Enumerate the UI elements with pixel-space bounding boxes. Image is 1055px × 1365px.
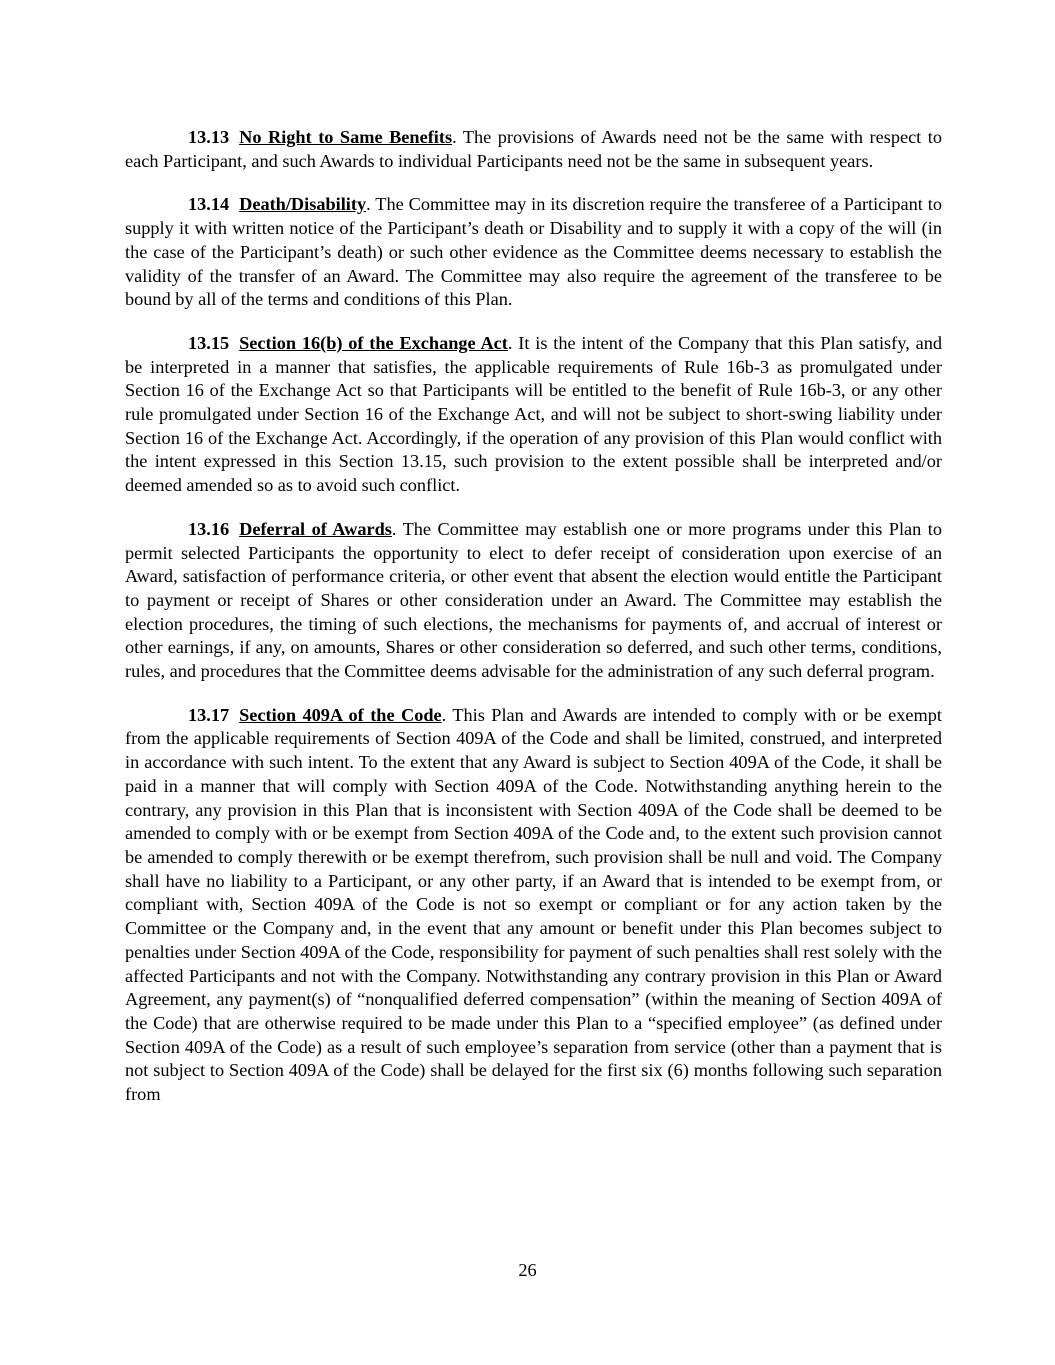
section-13-13: [125, 126, 942, 173]
section-number: 13.14: [188, 194, 230, 215]
section-13-14: [125, 193, 942, 312]
page-number: 26: [518, 1260, 537, 1280]
document-page: [125, 126, 942, 1127]
section-title: Death/Disability: [239, 194, 367, 215]
section-body: . It is the intent of the Company that this Plan satisfy, and be interpreted in a manner that satisfies, the applicable requirements of Rule 16b-3 as promulgated under Section 16 of the Exchange Act so that Participants will be entitled to the benefit of Rule 16b-3, or any other rule promulgated under Section 16 of the Exchange Act, and will not be subject to short-swing liability under Section 16 of the Exchange Act. Accordingly, if the operation of any provision of this Plan would conflict with the intent expressed in this Section 13.15, such provision to the extent possible shall be interpreted and/or deemed amended so as to avoid such conflict.: [125, 332, 942, 496]
section-number: 13.15: [188, 332, 230, 353]
section-body: . The Committee may in its discretion require the transferee of a Participant to supply it with written notice of the Participant’s death or Disability and to supply it with a copy of the will (in the case of the Participant’s death) or such other evidence as the Committee deems necessary to establish the validity of the transfer of an Award. The Committee may also require the agreement of the transferee to be bound by all of the terms and conditions of this Plan.: [125, 194, 942, 310]
section-number: 13.16: [188, 518, 230, 539]
section-13-17: [125, 704, 942, 1107]
section-number: 13.13: [188, 127, 230, 147]
section-title: Deferral of Awards: [239, 518, 392, 539]
section-body: . This Plan and Awards are intended to comply with or be exempt from the applicable requirements of Section 409A of the Code and shall be limited, construed, and interpreted in accordance with such intent. To the extent that any Award is subject to Section 409A of the Code, it shall be paid in a manner that will comply with Section 409A of the Code. Notwithstanding anything herein to the contrary, any provision in this Plan that is inconsistent with Section 409A of the Code shall be deemed to be amended to comply with or be exempt from Section 409A of the Code and, to the extent such provision cannot be amended to comply therewith or be exempt therefrom, such provision shall be null and void. The Company shall have no liability to a Participant, or any other party, if an Award that is intended to be exempt from, or compliant with, Section 409A of the Code is not so exempt or compliant or for any action taken by the Committee or the Company and, in the event that any amount or benefit under this Plan becomes subject to penalties under Section 409A of the Code, responsibility for payment of such penalties shall rest solely with the affected Participants and not with the Company. Notwithstanding any contrary provision in this Plan or Award Agreement, any payment(s) of “nonqualified deferred compensation” (within the meaning of Section 409A of the Code) that are otherwise required to be made under this Plan to a “specified employee” (as defined under Section 409A of the Code) as a result of such employee’s separation from service (other than a payment that is not subject to Section 409A of the Code) shall be delayed for the first six (6) months following such separation from: [125, 704, 942, 1105]
section-title: No Right to Same Benefits: [239, 127, 453, 147]
section-title: Section 409A of the Code: [239, 704, 442, 725]
section-number: 13.17: [188, 704, 230, 725]
section-title: Section 16(b) of the Exchange Act: [239, 332, 508, 353]
section-body: . The provisions of Awards need not be the same with respect to each Participant, and such Awards to individual Participants need not be the same in subsequent years.: [125, 127, 942, 171]
section-13-16: [125, 518, 942, 684]
section-body: . The Committee may establish one or more programs under this Plan to permit selected Participants the opportunity to elect to defer receipt of consideration upon exercise of an Award, satisfaction of performance criteria, or other event that absent the election would entitle the Participant to payment or receipt of Shares or other consideration under an Award. The Committee may establish the election procedures, the timing of such elections, the mechanisms for payments of, and accrual of interest or other earnings, if any, on amounts, Shares or other consideration so deferred, and such other terms, conditions, rules, and procedures that the Committee deems advisable for the administration of any such deferral program.: [125, 518, 942, 682]
section-13-15: [125, 332, 942, 498]
